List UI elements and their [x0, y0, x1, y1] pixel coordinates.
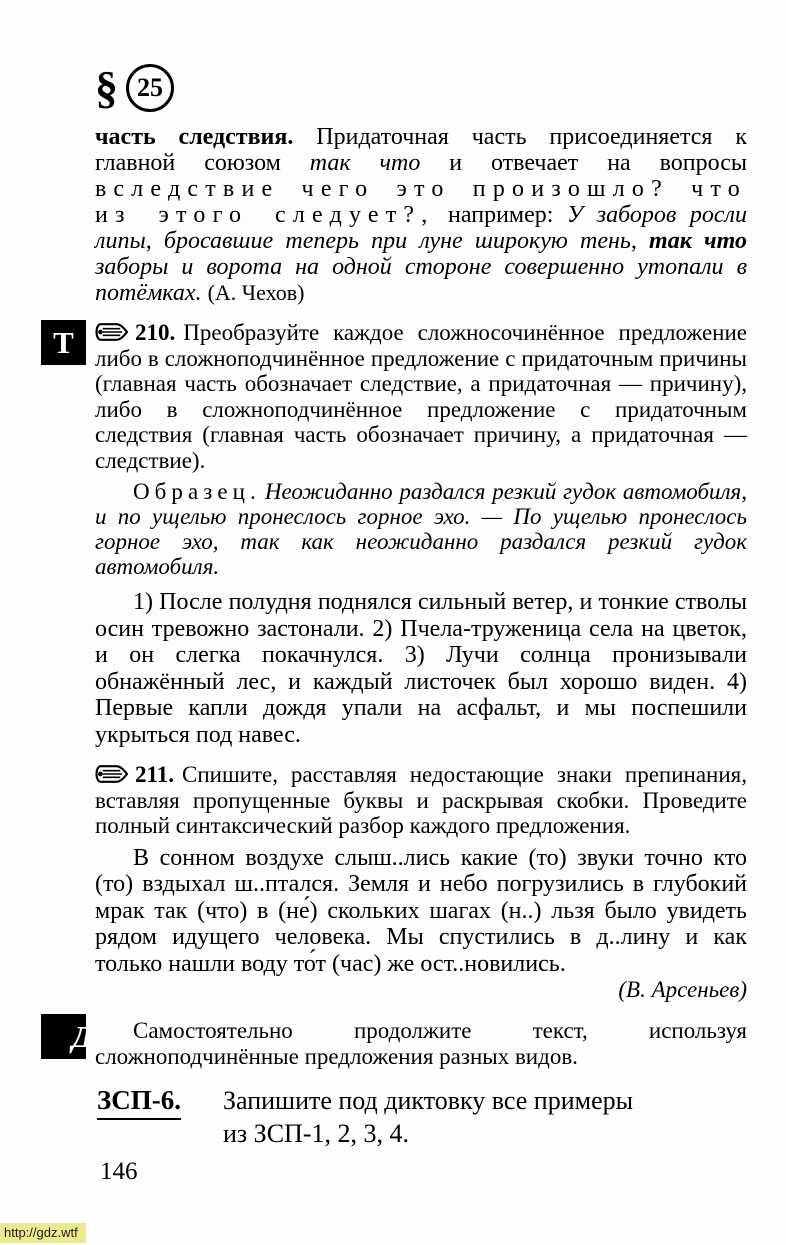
intro-text: и отвечает на вопросы: [420, 150, 747, 176]
task-d: [71, 1018, 747, 1070]
exercise-210: [53, 320, 747, 748]
margin-letter-t: Т: [53, 324, 74, 360]
exercise-211: [95, 762, 747, 1002]
zsp-task: [95, 1084, 747, 1150]
sample-label: Образец.: [133, 479, 261, 504]
exercise-210-instruction: Преобразуйте каждое сложносочинённое предложение либо в сложноподчинённое предложение с придаточным причины (главная часть обозначает следствие, а придаточная — причину), либо в сложноподчинённое предложение с придаточным следствия (главная часть обозначает причину, а придаточная — следствие).: [95, 320, 747, 473]
intro-attribution: (А. Чехов): [207, 280, 305, 305]
zsp-text-line2: из ЗСП-1, 2, 3, 4.: [223, 1119, 409, 1148]
intro-example: У заборов росли липы, бросавшие теперь при луне широкую тень,: [95, 202, 747, 254]
zsp-label: ЗСП-6.: [97, 1084, 181, 1120]
watermark-url: http://gdz.wtf: [0, 1223, 86, 1243]
intro-lead-bold: часть следствия.: [95, 124, 294, 150]
sample-text: Неожиданно раздался резкий гудок автомобиля, и по ущелью пронеслось горное эхо. — По ущелью пронеслось горное эхо, так как неожиданно раздался резкий гудок автомобиля.: [95, 479, 747, 579]
exercise-210-header: [95, 320, 747, 473]
exercise-211-body: В сонном воздухе слыш..лись какие (то) звуки точно кто (то) вздыхал ш..птался. Земля и небо погрузились в глубокий мрак так (что) в (не́) скольких шагах (н..) льзя было увидеть рядом идущего человека. Мы спустились в д..лину и как только нашли воду то́т (час) же ост..новились.: [95, 844, 747, 977]
zsp-text: [223, 1084, 633, 1150]
margin-letter-d-badge: [41, 1014, 94, 1059]
zsp-text-line1: Запишите под диктовку все примеры: [223, 1086, 634, 1115]
cassette-icon: [95, 764, 128, 784]
intro-example-conjunction: так что: [649, 228, 748, 254]
exercise-210-sentences: 1) После полудня поднялся сильный ветер, и тонкие стволы осин тревожно застонали. 2) Пчела-труженица села на цветок, и он слегка покачнулся. 3) Лучи солнца пронизывали обнажённый лес, и каждый листочек был хорошо виден. 4) Первые капли дождя упали на асфальт, и мы поспешили укрыться под навес.: [95, 589, 747, 748]
section-number: 25: [137, 73, 163, 102]
intro-conjunction: так что: [309, 150, 421, 176]
page-content: [53, 62, 748, 1186]
intro-text: например:: [434, 202, 568, 228]
exercise-211-header: [95, 762, 747, 839]
intro-questions-spaced: вследствие чего это произошло? что из этого следует?,: [95, 176, 747, 228]
intro-text: Придаточная часть присоединяется к главной союзом: [95, 124, 747, 176]
section-number-badge: [126, 64, 174, 112]
exercise-211-attribution: (В. Арсеньев): [618, 977, 747, 1002]
intro-example: заборы и ворота на одной стороне совершенно утопали в потёмках.: [95, 254, 747, 306]
margin-letter-t-badge: [41, 320, 86, 365]
exercise-211-number: 211.: [135, 762, 174, 787]
exercise-210-number: 210.: [135, 320, 176, 345]
intro-paragraph: [95, 124, 747, 306]
section-symbol: §: [95, 62, 118, 113]
task-d-paragraph: [71, 1018, 747, 1070]
section-heading: [95, 62, 747, 114]
margin-letter-d: Д: [71, 1018, 94, 1054]
exercise-210-sample: [95, 479, 747, 579]
task-d-text: Самостоятельно продолжите текст, используя сложноподчинённые предложения разных видов.: [95, 1018, 747, 1069]
cassette-icon: [95, 322, 128, 342]
page-number: 146: [100, 1158, 138, 1185]
exercise-211-instruction: Спишите, расставляя недостающие знаки препинания, вставляя пропущенные буквы и раскрывая скобки. Проведите полный синтаксический разбор каждого предложения.: [95, 762, 747, 838]
